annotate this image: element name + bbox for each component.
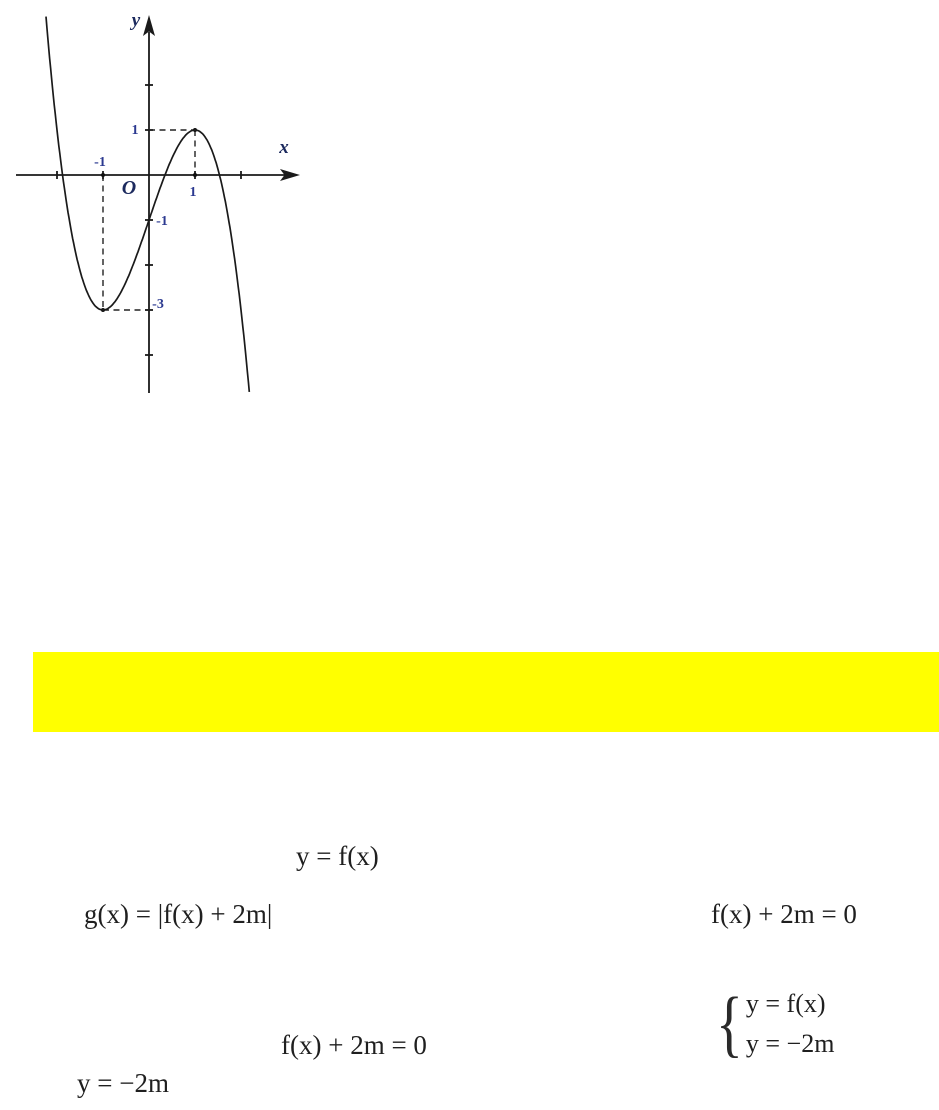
- x-axis-label: x: [279, 137, 289, 158]
- equation-system: [716, 984, 834, 1064]
- cubic-curve: [46, 17, 249, 392]
- system-line-1: y = f(x): [745, 989, 826, 1018]
- x-tick-label-neg1: -1: [94, 155, 106, 170]
- equation-gx-abs: g(x) = |f(x) + 2m|: [84, 899, 273, 929]
- yellow-highlight-bar: [33, 652, 939, 732]
- y-tick-label-neg3: -3: [152, 297, 164, 312]
- system-lines: [746, 984, 835, 1064]
- y-tick-label-neg1: -1: [156, 214, 168, 229]
- system-line-2: y = −2m: [745, 1029, 835, 1058]
- y-tick-label-1: 1: [131, 123, 139, 138]
- y-axis-label: y: [131, 10, 141, 31]
- equation-fx-plus-2m-mid: f(x) + 2m = 0: [281, 1030, 427, 1060]
- origin-label: O: [121, 177, 137, 199]
- function-graph: [0, 0, 320, 400]
- equation-y-equals-fx: y = f(x): [296, 841, 379, 871]
- x-tick-label-1: 1: [189, 185, 197, 200]
- equation-y-equals-neg2m: y = −2m: [77, 1068, 169, 1098]
- equation-fx-plus-2m-right: f(x) + 2m = 0: [711, 899, 857, 929]
- system-brace: {: [716, 983, 743, 1065]
